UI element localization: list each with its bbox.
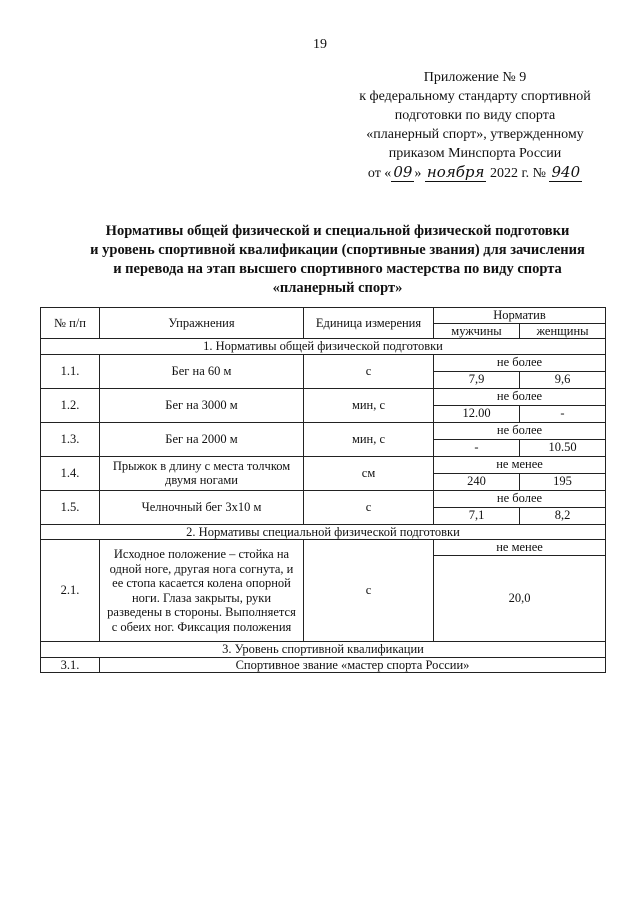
row-num: 1.3. <box>41 422 100 456</box>
row-condition: не более <box>434 490 606 507</box>
row-men: 240 <box>434 473 520 490</box>
date-prefix: от « <box>367 166 392 181</box>
row-men: 7,1 <box>434 507 520 524</box>
date-mid: » <box>414 166 422 181</box>
row-unit: см <box>304 456 434 490</box>
page-number: 19 <box>313 37 327 52</box>
title-line: «планерный спорт» <box>272 280 403 296</box>
row-num: 2.1. <box>41 540 100 642</box>
row-women: - <box>520 405 606 422</box>
header-exercise: Упражнения <box>100 308 304 339</box>
row-num: 1.2. <box>41 388 100 422</box>
section-header: 2. Нормативы специальной физической подготовки <box>41 524 606 540</box>
appendix-line: подготовки по виду спорта <box>394 108 556 123</box>
row-condition: не более <box>434 354 606 371</box>
row-exercise: Бег на 60 м <box>100 354 304 388</box>
document-title <box>40 222 635 298</box>
section-header: 3. Уровень спортивной квалификации <box>41 642 606 658</box>
row-condition: не более <box>434 388 606 405</box>
row-men: 12.00 <box>434 405 520 422</box>
row-unit: мин, с <box>304 388 434 422</box>
row-exercise: Бег на 3000 м <box>100 388 304 422</box>
row-exercise: Исходное положение – стойка на одной ноге, другая нога согнута, и ее стопа касается колена опорной ноги. Глаза закрыты, руки разведены в стороны. Выполняется с обеих ног. Фиксация положения <box>100 540 304 642</box>
section-header: 1. Нормативы общей физической подготовки <box>41 339 606 355</box>
appendix-line: Приложение № 9 <box>423 70 527 85</box>
title-line: и уровень спортивной квалификации (спортивные звания) для зачисления <box>90 242 585 258</box>
appendix-line: «планерный спорт», утвержденному <box>366 127 584 142</box>
row-num: 1.4. <box>41 456 100 490</box>
row-exercise: Бег на 2000 м <box>100 422 304 456</box>
date-month: ноября <box>426 163 485 181</box>
header-norm: Норматив <box>434 308 606 324</box>
row-women: 8,2 <box>520 507 606 524</box>
row-num: 1.1. <box>41 354 100 388</box>
appendix-date-line <box>330 163 620 183</box>
row-value: 20,0 <box>434 556 606 642</box>
row-condition: не менее <box>434 540 606 556</box>
row-condition: не более <box>434 422 606 439</box>
row-unit: с <box>304 354 434 388</box>
norms-table <box>40 307 606 673</box>
row-men: - <box>434 439 520 456</box>
header-unit: Единица измерения <box>304 308 434 339</box>
row-unit: мин, с <box>304 422 434 456</box>
row-num: 3.1. <box>41 657 100 673</box>
date-day: 09 <box>393 163 413 181</box>
row-women: 9,6 <box>520 371 606 388</box>
row-exercise: Прыжок в длину с места толчком двумя ногами <box>100 456 304 490</box>
row-unit: с <box>304 490 434 524</box>
header-num: № п/п <box>41 308 100 339</box>
title-line: и перевода на этап высшего спортивного мастерства по виду спорта <box>113 261 562 277</box>
header-women: женщины <box>520 323 606 339</box>
appendix-block <box>330 68 620 183</box>
row-title: Спортивное звание «мастер спорта России» <box>100 657 606 673</box>
row-unit: с <box>304 540 434 642</box>
row-condition: не менее <box>434 456 606 473</box>
row-women: 195 <box>520 473 606 490</box>
row-women: 10.50 <box>520 439 606 456</box>
title-line: Нормативы общей физической и специальной физической подготовки <box>105 223 570 239</box>
row-men: 7,9 <box>434 371 520 388</box>
appendix-line: к федеральному стандарту спортивной <box>359 89 591 104</box>
row-exercise: Челночный бег 3х10 м <box>100 490 304 524</box>
appendix-line: приказом Минспорта России <box>388 146 562 161</box>
row-num: 1.5. <box>41 490 100 524</box>
order-number: 940 <box>551 163 581 181</box>
date-year: 2022 г. № <box>489 166 546 181</box>
header-men: мужчины <box>434 323 520 339</box>
